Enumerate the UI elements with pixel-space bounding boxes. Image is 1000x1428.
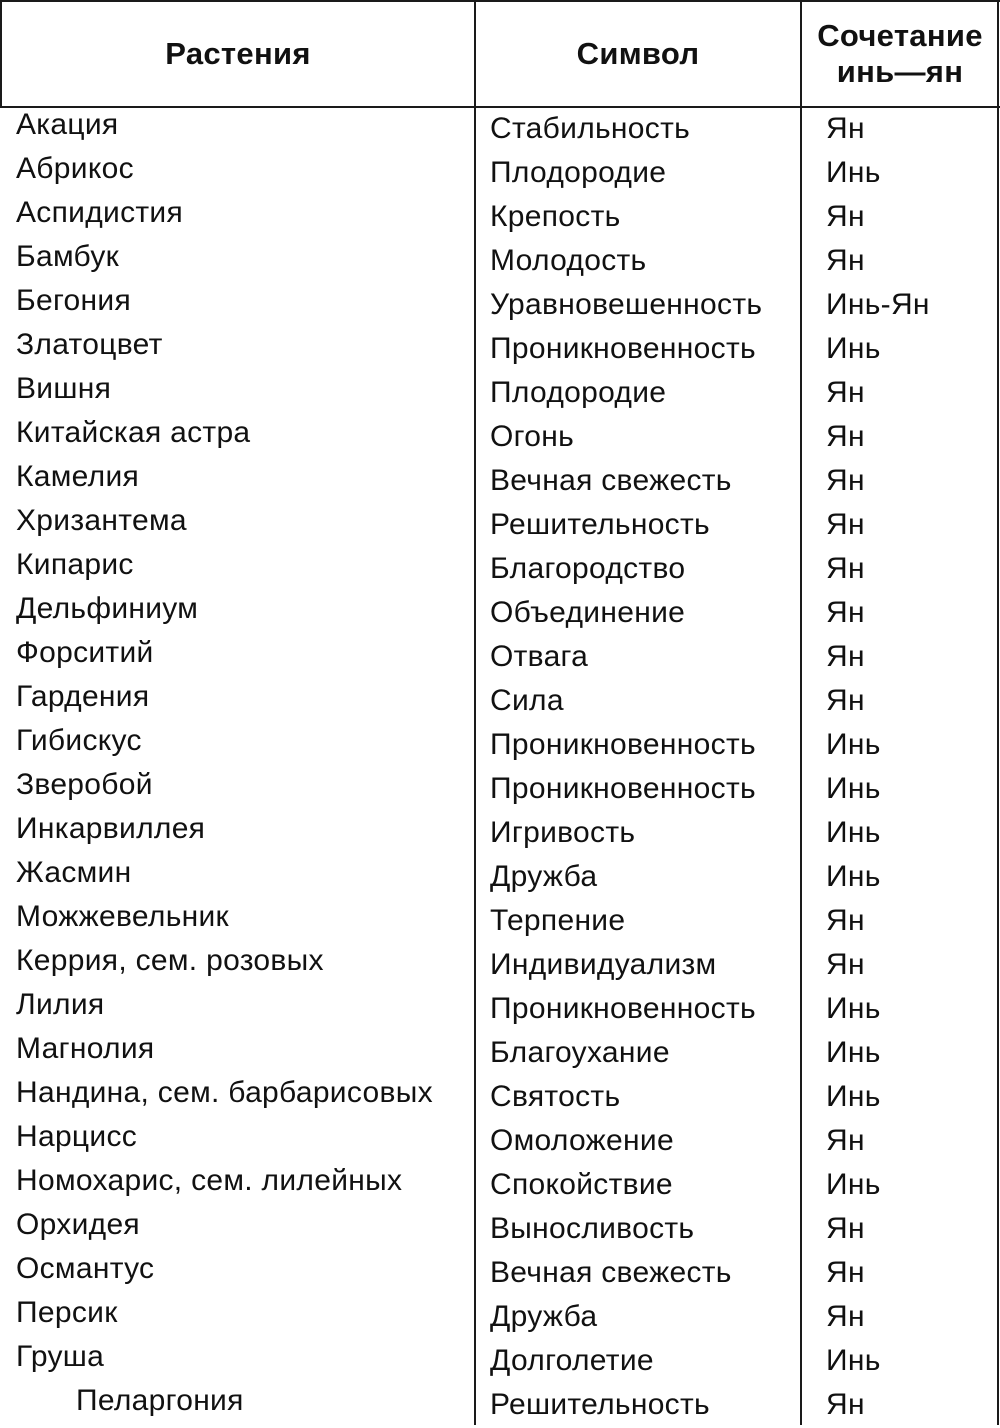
symbol-cell: Стабильность xyxy=(490,112,691,145)
symbol-cell: Решительность xyxy=(490,1388,710,1421)
table-row xyxy=(0,812,1000,856)
table-row xyxy=(0,1120,1000,1164)
symbol-cell: Проникновенность xyxy=(490,728,756,761)
symbol-cell: Святость xyxy=(490,1080,621,1113)
table-row xyxy=(0,328,1000,372)
plant-cell: Златоцвет xyxy=(16,328,163,361)
symbol-cell: Выносливость xyxy=(490,1212,695,1245)
table-row xyxy=(0,900,1000,944)
header-plants xyxy=(2,0,474,107)
plant-cell: Хризантема xyxy=(16,504,187,537)
symbol-cell: Проникновенность xyxy=(490,992,756,1025)
symbol-cell: Индивидуализм xyxy=(490,948,717,981)
yin-yang-cell: Инь xyxy=(826,156,881,189)
plant-cell: Номохарис, сем. лилейных xyxy=(16,1164,403,1197)
plant-cell: Лилия xyxy=(16,988,105,1021)
header-yin-yang-line1: Сочетание xyxy=(817,17,983,53)
table-row xyxy=(0,108,1000,152)
plant-cell: Зверобой xyxy=(16,768,153,801)
table-row xyxy=(0,460,1000,504)
table-row xyxy=(0,1296,1000,1340)
plant-cell: Китайская астра xyxy=(16,416,251,449)
table-row xyxy=(0,1164,1000,1208)
symbol-cell: Дружба xyxy=(490,1300,598,1333)
plant-cell: Нарцисс xyxy=(16,1120,138,1153)
plant-cell: Камелия xyxy=(16,460,140,493)
yin-yang-cell: Ян xyxy=(826,1388,865,1421)
symbol-cell: Отвага xyxy=(490,640,589,673)
plant-cell: Керрия, сем. розовых xyxy=(16,944,324,977)
table-row xyxy=(0,548,1000,592)
symbol-cell: Проникновенность xyxy=(490,332,756,365)
table-row xyxy=(0,1032,1000,1076)
yin-yang-cell: Ян xyxy=(826,596,865,629)
symbol-cell: Плодородие xyxy=(490,376,667,409)
yin-yang-cell: Ян xyxy=(826,376,865,409)
yin-yang-cell: Ян xyxy=(826,112,865,145)
symbol-cell: Уравновешенность xyxy=(490,288,763,321)
symbol-cell: Игривость xyxy=(490,816,636,849)
yin-yang-cell: Ян xyxy=(826,904,865,937)
plant-cell: Аспидистия xyxy=(16,196,184,229)
symbol-cell: Долголетие xyxy=(490,1344,654,1377)
yin-yang-cell: Ян xyxy=(826,1256,865,1289)
yin-yang-cell: Инь xyxy=(826,1080,881,1113)
symbol-cell: Проникновенность xyxy=(490,772,756,805)
yin-yang-cell: Инь xyxy=(826,1168,881,1201)
plant-cell: Можжевельник xyxy=(16,900,229,933)
symbol-cell: Огонь xyxy=(490,420,574,453)
table-row xyxy=(0,1076,1000,1120)
symbol-cell: Вечная свежесть xyxy=(490,464,732,497)
yin-yang-cell: Инь-Ян xyxy=(826,288,930,321)
yin-yang-cell: Инь xyxy=(826,772,881,805)
table-row xyxy=(0,944,1000,988)
yin-yang-cell: Ян xyxy=(826,200,865,233)
yin-yang-cell: Ян xyxy=(826,948,865,981)
yin-yang-cell: Ян xyxy=(826,552,865,585)
plant-cell: Нандина, сем. барбарисовых xyxy=(16,1076,433,1109)
header-symbol-label: Символ xyxy=(576,35,700,71)
yin-yang-cell: Ян xyxy=(826,1124,865,1157)
plant-cell: Гардения xyxy=(16,680,150,713)
table-row xyxy=(0,988,1000,1032)
symbol-cell: Омоложение xyxy=(490,1124,674,1157)
table-row xyxy=(0,196,1000,240)
table-row xyxy=(0,680,1000,724)
table-row xyxy=(0,372,1000,416)
table-row xyxy=(0,856,1000,900)
symbol-cell: Терпение xyxy=(490,904,626,937)
symbol-cell: Благоухание xyxy=(490,1036,670,1069)
plant-cell: Орхидея xyxy=(16,1208,140,1241)
yin-yang-cell: Ян xyxy=(826,1212,865,1245)
table-row xyxy=(0,724,1000,768)
symbol-cell: Благородство xyxy=(490,552,686,585)
plant-cell: Персик xyxy=(16,1296,118,1329)
plant-cell: Кипарис xyxy=(16,548,134,581)
symbol-cell: Крепость xyxy=(490,200,621,233)
symbol-cell: Молодость xyxy=(490,244,647,277)
symbol-cell: Решительность xyxy=(490,508,710,541)
yin-yang-cell: Ян xyxy=(826,464,865,497)
yin-yang-cell: Инь xyxy=(826,728,881,761)
yin-yang-cell: Инь xyxy=(826,860,881,893)
header-symbol xyxy=(476,0,800,107)
table-row xyxy=(0,416,1000,460)
table-row xyxy=(0,152,1000,196)
table-row xyxy=(0,1340,1000,1384)
yin-yang-cell: Ян xyxy=(826,1300,865,1333)
table-row xyxy=(0,768,1000,812)
symbol-cell: Дружба xyxy=(490,860,598,893)
plant-cell: Бегония xyxy=(16,284,132,317)
table-row xyxy=(0,636,1000,680)
yin-yang-cell: Ян xyxy=(826,244,865,277)
yin-yang-cell: Ян xyxy=(826,420,865,453)
symbol-cell: Объединение xyxy=(490,596,686,629)
header-plants-label: Растения xyxy=(165,35,311,71)
symbol-cell: Сила xyxy=(490,684,564,717)
plant-cell: Пеларгония xyxy=(76,1384,244,1417)
plant-cell: Акация xyxy=(16,108,119,141)
table-row xyxy=(0,592,1000,636)
header-yin-yang xyxy=(802,0,998,107)
yin-yang-cell: Инь xyxy=(826,1036,881,1069)
plant-cell: Абрикос xyxy=(16,152,134,185)
plant-cell: Османтус xyxy=(16,1252,155,1285)
table-row xyxy=(0,1252,1000,1296)
table-body xyxy=(0,108,1000,1428)
yin-yang-cell: Инь xyxy=(826,816,881,849)
plant-cell: Дельфиниум xyxy=(16,592,199,625)
table-row xyxy=(0,1208,1000,1252)
yin-yang-cell: Инь xyxy=(826,992,881,1025)
plant-cell: Жасмин xyxy=(16,856,132,889)
table-row xyxy=(0,240,1000,284)
symbol-cell: Вечная свежесть xyxy=(490,1256,732,1289)
yin-yang-cell: Ян xyxy=(826,640,865,673)
yin-yang-cell: Ян xyxy=(826,508,865,541)
table-row xyxy=(0,1384,1000,1428)
yin-yang-cell: Инь xyxy=(826,332,881,365)
header-yin-yang-line2: инь—ян xyxy=(836,53,964,89)
plant-cell: Магнолия xyxy=(16,1032,155,1065)
plant-cell: Груша xyxy=(16,1340,105,1373)
yin-yang-cell: Инь xyxy=(826,1344,881,1377)
plant-cell: Форситий xyxy=(16,636,154,669)
table-row xyxy=(0,504,1000,548)
plant-cell: Вишня xyxy=(16,372,112,405)
table-row xyxy=(0,284,1000,328)
plant-cell: Бамбук xyxy=(16,240,120,273)
yin-yang-cell: Ян xyxy=(826,684,865,717)
symbol-cell: Спокойствие xyxy=(490,1168,673,1201)
symbol-cell: Плодородие xyxy=(490,156,667,189)
plant-cell: Инкарвиллея xyxy=(16,812,206,845)
plant-cell: Гибискус xyxy=(16,724,142,757)
